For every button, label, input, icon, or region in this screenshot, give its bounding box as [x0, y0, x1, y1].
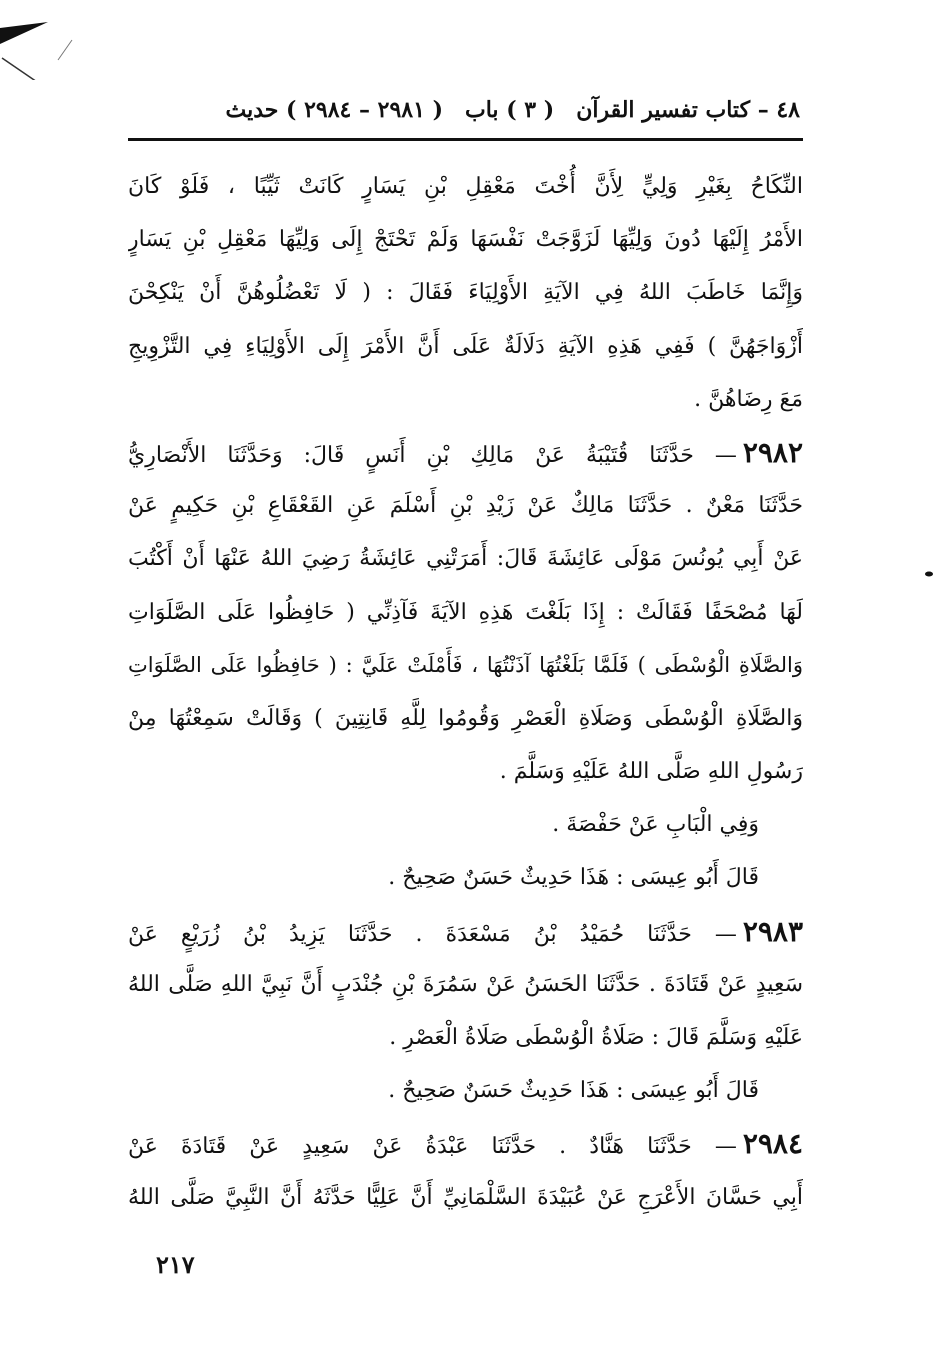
- text-line: [128, 1064, 803, 1117]
- text-line: [128, 586, 803, 639]
- line-text: — حَدَّثَنَا حُمَيْدُ بْنُ مَسْعَدَةَ . حَدَّثَنَا يَزِيدُ بْنُ زُرَيْعٍ عَنْ: [128, 921, 737, 947]
- text-line: [128, 692, 803, 745]
- hadith-number: ٢٩٨٢: [742, 435, 803, 469]
- text-line: [128, 851, 803, 904]
- text-line: [128, 373, 803, 426]
- hadith-number: ٢٩٨٤: [742, 1127, 803, 1161]
- text-line: [128, 1171, 803, 1224]
- hadith-number: ٢٩٨٣: [742, 914, 803, 948]
- text-line: [128, 1011, 803, 1064]
- chapter-label: ( ٣ ) باب: [465, 97, 555, 123]
- scan-corner-mark: [0, 0, 90, 80]
- line-text: حَدَّثَنَا مَعْنٌ . حَدَّثَنَا مَالِكٌ عَنْ زَيْدِ بْنِ أَسْلَمَ عَنِ القَعْقَاعِ بْنِ حَكِيمٍ عَنْ: [128, 493, 803, 519]
- text-line: [128, 213, 803, 266]
- hadith-range: ( ٢٩٨١ – ٢٩٨٤ ) حديث: [225, 97, 444, 123]
- text-line: [128, 479, 803, 532]
- line-text: رَسُولِ اللهِ صَلَّى اللهُ عَلَيْهِ وَسَلَّمَ .: [499, 759, 803, 785]
- text-line: [128, 320, 803, 373]
- line-text: قَالَ أَبُو عِيسَى : هَذَا حَدِيثٌ حَسَنٌ صَحِيحٌ .: [388, 1078, 759, 1104]
- line-text: وَفِي الْبَابِ عَنْ حَفْصَةَ .: [552, 812, 759, 838]
- hadith-line: [128, 1117, 803, 1170]
- line-text: لَهَا مُصْحَفًا فَقَالَتْ : إِذَا بَلَغْتَ هَذِهِ الآيَةَ فَآذِنِّي ( حَافِظُوا عَلَى الصَّلَوَاتِ: [128, 599, 803, 625]
- header-rule: [128, 138, 803, 141]
- text-line: [128, 160, 803, 213]
- text-line: [128, 639, 803, 692]
- book-title: ٤٨ – كتاب تفسير القرآن: [576, 97, 800, 123]
- line-text: — حَدَّثَنَا هَنَّادٌ . حَدَّثَنَا عَبْدَةُ عَنْ سَعِيدٍ عَنْ قَتَادَةَ عَنْ: [128, 1134, 737, 1160]
- line-text: سَعِيدٍ عَنْ قَتَادَةَ . حَدَّثَنَا الحَسَنُ عَنْ سَمُرَةَ بْنِ جُنْدَبٍ أَنَّ نَبِيَّ اللهِ صَلَّى اللهُ: [128, 971, 803, 997]
- line-text: النِّكَاحُ بِغَيْرِ وَلِيٍّ لِأَنَّ أُخْتَ مَعْقِلِ بْنِ يَسَارٍ كَانَتْ ثَيِّبًا ، فَلَوْ كَانَ: [128, 174, 803, 199]
- text-line: [128, 532, 803, 585]
- line-text: عَنْ أَبِي يُونُسَ مَوْلَى عَائِشَةَ قَالَ: أَمَرَتْنِي عَائِشَةُ رَضِيَ اللهُ عَنْهَا أَنْ أَكْتُبَ: [128, 546, 803, 572]
- line-text: أَزْوَاجَهُنَّ ) فَفِي هَذِهِ الآيَةِ دَلَالَةٌ عَلَى أَنَّ الأَمْرَ إِلَى الأَوْلِيَاءِ فِي التَّزْوِيجِ: [128, 333, 803, 359]
- text-line: [128, 266, 803, 319]
- page-header: [130, 88, 800, 132]
- text-line: [128, 798, 803, 851]
- page-number: ٢١٧: [156, 1250, 195, 1279]
- text-line: [128, 745, 803, 798]
- page-body: [128, 160, 803, 1224]
- hadith-line: [128, 905, 803, 958]
- line-text: أَبِي حَسَّانَ الأَعْرَجِ عَنْ عُبَيْدَةَ السَّلْمَانِيِّ أَنَّ عَلِيًّا حَدَّثَهُ أَنَّ النَّبِيَّ صَلَّى اللهُ: [128, 1184, 803, 1210]
- line-text: الأَمْرُ إِلَيْهَا دُونَ وَلِيِّهَا لَزَوَّجَتْ نَفْسَهَا وَلَمْ تَحْتَجْ إِلَى وَلِيِّهَا مَعْقِلِ بْنِ يَسَارٍ: [128, 227, 803, 253]
- scan-speck: [924, 570, 934, 578]
- line-text: وَإِنَّمَا خَاطَبَ اللهُ فِي الآيَةِ الأَوْلِيَاءَ فَقَالَ : ( لَا تَعْضُلُوهُنَّ أَنْ يَنْكِحْنَ: [128, 280, 803, 306]
- line-text: وَالصَّلَاةِ الْوُسْطَى ) فَلَمَّا بَلَغْتُهَا آذَنْتُهَا ، فَأَمْلَتْ عَلَيَّ : ( حَافِظُوا عَلَى الصَّلَوَاتِ: [128, 652, 803, 677]
- line-text: عَلَيْهِ وَسَلَّمَ قَالَ : صَلَاةُ الْوُسْطَى صَلَاةُ الْعَصْرِ .: [389, 1025, 803, 1050]
- text-line: [128, 958, 803, 1011]
- line-text: قَالَ أَبُو عِيسَى : هَذَا حَدِيثٌ حَسَنٌ صَحِيحٌ .: [388, 865, 759, 891]
- line-text: وَالصَّلَاةِ الْوُسْطَى وَصَلَاةِ الْعَصْرِ وَقُومُوا لِلَّهِ قَانِتِينَ ) وَقَالَتْ سَمِعْتُهَا مِنْ: [128, 705, 803, 731]
- hadith-line: [128, 426, 803, 479]
- line-text: مَعَ رِضَاهُنَّ .: [694, 386, 803, 412]
- line-text: — حَدَّثَنَا قُتَيْبَةُ عَنْ مَالِكِ بْنِ أَنَسٍ قَالَ: وَحَدَّثَنَا الأَنْصَارِيُّ: [128, 442, 737, 468]
